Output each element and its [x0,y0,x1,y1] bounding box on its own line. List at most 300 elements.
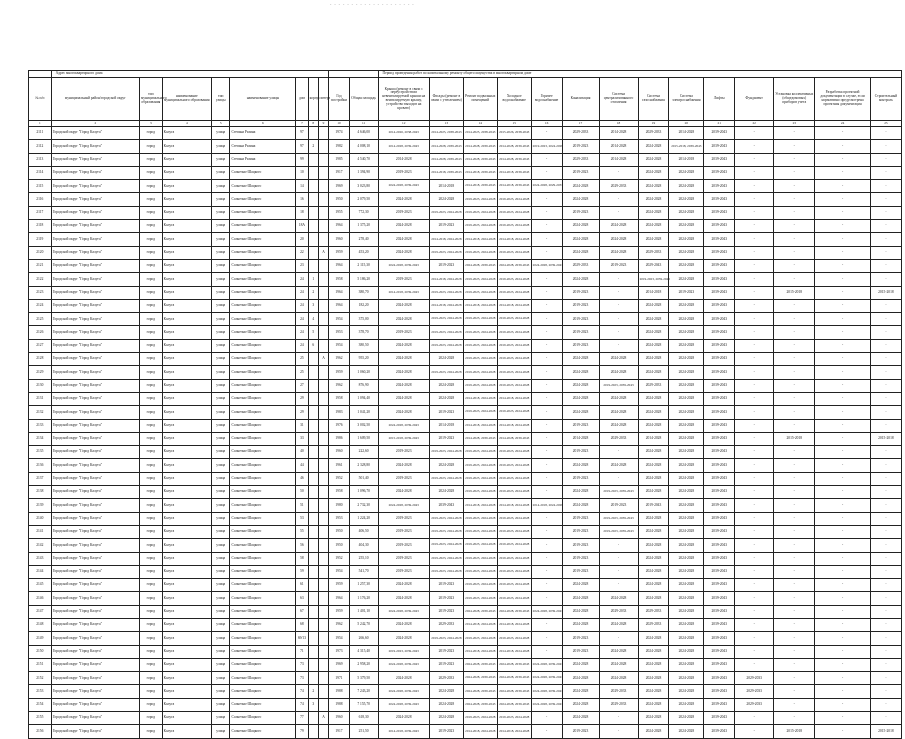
table-cell: 2039-2043 [704,313,735,326]
table-cell [308,419,318,432]
table-cell: 5 379,50 [349,672,378,685]
table-cell: 2019-2023 [562,286,599,299]
table-cell: 2024-2028 [599,233,638,246]
table-cell: 2024-2028 [429,698,463,711]
table-cell: 2014-2018, 2024-2028 [463,645,497,658]
table-cell: 2015-2018 [774,432,815,445]
table-cell: Солнечно-Шацкого [230,313,296,326]
table-cell: 1 394,90 [349,166,378,179]
column-number: 7 [296,121,308,127]
table-cell [318,592,328,605]
table-cell: - [870,459,901,472]
table-cell: - [774,406,815,419]
table-cell: Городской округ "Город Калуга" [51,725,139,738]
table-cell: 2137 [29,472,52,485]
table-cell: 2029-2033 [735,672,774,685]
table-cell: - [815,233,871,246]
table-cell: Городской округ "Город Калуга" [51,180,139,193]
table-cell: Калуга [162,499,211,512]
table-cell: 2024-2028 [638,406,669,419]
table-cell: 2039-2043 [704,406,735,419]
table-cell: - [531,286,562,299]
table-cell: - [870,193,901,206]
table-cell: 1983 [329,406,350,419]
table-cell: 2039-2043 [704,379,735,392]
table-cell: - [870,140,901,153]
table-cell [308,525,318,538]
table-cell: Солнечно-Шацкого [230,193,296,206]
table-cell: 2 [308,140,318,153]
table-cell: - [531,353,562,366]
table-cell: 2039-2043 [704,725,735,738]
table-cell: - [735,206,774,219]
table-cell: 79 [296,725,308,738]
table-cell: 2024-2028 [638,685,669,698]
table-cell: 2019-2023, 2024-2028 [429,565,463,578]
table-cell: 2019-2023, 2024-2028 [463,406,497,419]
table-cell: 2024-2028 [669,313,704,326]
table-cell [308,605,318,618]
table-cell: улица [211,432,230,445]
table-cell: - [774,472,815,485]
table-cell: - [599,286,638,299]
table-cell: улица [211,512,230,525]
table-cell: 1917 [329,166,350,179]
table-cell: - [774,366,815,379]
column-header-row [29,78,902,121]
table-cell: 2019-2023 [429,592,463,605]
table-cell: - [735,446,774,459]
table-cell: 2153 [29,685,52,698]
table-cell: 2039-2043 [704,446,735,459]
table-cell: 2039-2043 [704,366,735,379]
column-number: 19 [638,121,669,127]
table-cell: - [774,512,815,525]
table-cell: город [140,658,163,671]
table-cell: 2039-2043 [704,193,735,206]
table-cell: 2014-2018, 2039-2043 [497,166,531,179]
table-cell: - [531,645,562,658]
table-cell: - [870,166,901,179]
table-cell: 1959 [329,246,350,259]
table-cell: - [774,299,815,312]
table-cell: 2019-2023 [562,339,599,352]
table-cell: 2039-2043 [704,339,735,352]
table-row [29,339,902,352]
table-cell: - [774,180,815,193]
table-cell: Городской округ "Город Калуга" [51,353,139,366]
table-cell: Солнечно-Шацкого [230,592,296,605]
table-cell [318,259,328,272]
column-header: Год постройки [329,78,350,121]
table-cell: - [815,525,871,538]
table-cell: 1971 [329,672,350,685]
table-cell: Калуга [162,459,211,472]
table-cell: 2024-2028 [669,486,704,499]
column-header: Общая площадь [349,78,378,121]
table-cell: - [531,366,562,379]
table-cell: 2019-2023 [562,313,599,326]
table-cell: - [531,725,562,738]
table-cell: 2019-2023, 2024-2028 [497,366,531,379]
table-cell: 63 [296,592,308,605]
table-cell: 2029-2033 [735,685,774,698]
table-cell: 2151 [29,658,52,671]
table-cell: Солнечно-Шацкого [230,459,296,472]
table-cell [308,379,318,392]
column-number: 2 [51,121,139,127]
table-cell: - [870,206,901,219]
table-cell: 68 [296,618,308,631]
table-cell [318,525,328,538]
table-cell: Калуга [162,512,211,525]
table-cell: 2019-2023 [562,326,599,339]
table-cell: 2024-2028, 2039-2043 [497,658,531,671]
table-cell: 1988 [329,698,350,711]
table-cell: Солнечно-Шацкого [230,353,296,366]
table-cell: 2019-2023, 2024-2028 [531,140,562,153]
table-cell: 2024-2028, 2039-2043 [531,259,562,272]
table-cell: Калуга [162,712,211,725]
table-row [29,379,902,392]
table-cell [308,565,318,578]
table-cell: - [774,353,815,366]
table-cell: город [140,605,163,618]
table-cell: 2019-2023, 2024-2028 [429,326,463,339]
table-cell: 4 646,00 [349,127,378,140]
table-row [29,166,902,179]
table-cell: - [531,512,562,525]
table-cell: 2019-2023, 2024-2028 [463,486,497,499]
table-cell: 4 008,10 [349,140,378,153]
table-cell: 2111 [29,127,52,140]
table-cell: 2024-2028, 2039-2043 [378,419,429,432]
table-cell [318,512,328,525]
table-cell [308,353,318,366]
table-cell: - [815,512,871,525]
table-cell: 2014-2018 [429,419,463,432]
table-cell: - [870,605,901,618]
table-cell [308,220,318,233]
table-cell: - [531,246,562,259]
table-cell: 2019-2023, 2024-2028 [463,539,497,552]
table-cell: - [815,286,871,299]
table-cell: 18А [296,220,308,233]
table-cell: 2014-2018, 2024-2028 [463,299,497,312]
table-cell: Городской округ "Город Калуга" [51,419,139,432]
table-cell: Калуга [162,153,211,166]
table-cell: 1986 [329,432,350,445]
table-cell: 2019-2023, 2024-2028 [463,379,497,392]
table-row [29,725,902,738]
table-cell: 2014-2028 [599,153,638,166]
table-cell: - [531,392,562,405]
table-cell: 2019-2023, 2039-2043 [378,645,429,658]
table-cell: 1 094,40 [349,392,378,405]
table-cell: Городской округ "Город Калуга" [51,299,139,312]
table-cell: 27 [296,379,308,392]
table-cell: - [599,299,638,312]
table-cell: 2024-2028 [638,326,669,339]
period-group-header: Период проведения работ по капитальному ремонту общего имущества в многоквартирном доме [378,71,901,78]
table-cell: 2029-2033 [599,685,638,698]
table-cell: - [815,220,871,233]
table-cell: 2024-2028 [599,392,638,405]
table-cell: 2039-2043 [704,552,735,565]
table-cell: Калуга [162,339,211,352]
table-cell: - [735,525,774,538]
table-cell: 2014-2018 [638,286,669,299]
column-header: корпус [308,78,318,121]
table-cell [308,632,318,645]
table-cell: 2 328,80 [349,459,378,472]
table-cell: 2115 [29,180,52,193]
table-cell [308,153,318,166]
table-cell: 380,70 [349,286,378,299]
column-number: 24 [815,121,871,127]
table-cell [318,366,328,379]
table-cell [318,672,328,685]
table-cell: - [774,592,815,605]
table-cell: 2014-2028 [599,140,638,153]
table-cell: 2014-2018, 2024-2028 [497,392,531,405]
table-cell: Калуга [162,166,211,179]
table-cell: Калуга [162,605,211,618]
table-cell: - [870,446,901,459]
table-cell [308,658,318,671]
table-cell: 2019-2023 [562,565,599,578]
table-cell: 77 [296,712,308,725]
table-cell: 2024-2028 [669,658,704,671]
table-cell: 2024-2028 [562,220,599,233]
table-cell: 1954 [329,339,350,352]
table-cell: 2024-2028 [669,273,704,286]
table-cell [308,246,318,259]
table-cell: 2019-2023, 2024-2028 [463,273,497,286]
table-cell: 2024-2028 [638,353,669,366]
table-row [29,579,902,592]
table-cell: 2014-2028 [638,432,669,445]
table-cell: - [735,220,774,233]
table-row [29,605,902,618]
table-cell: - [870,273,901,286]
table-cell: Солнечно-Шацкого [230,486,296,499]
table-cell: 1960 [329,712,350,725]
table-cell: 2039-2043 [704,246,735,259]
table-cell: - [774,273,815,286]
table-cell: 2130 [29,379,52,392]
table-cell: 46 [296,472,308,485]
table-cell: 2039-2043 [704,512,735,525]
table-cell: - [815,339,871,352]
column-header: Фасады (ремонт в связи с утеплением) [429,78,463,121]
column-number: 23 [774,121,815,127]
table-cell: - [774,379,815,392]
table-cell: - [735,618,774,631]
table-cell: - [531,539,562,552]
table-row [29,180,902,193]
table-cell: 2019-2023 [599,259,638,272]
table-cell: 2019-2023 [562,299,599,312]
column-number: 15 [497,121,531,127]
table-cell: 2019-2023, 2039-2043 [599,512,638,525]
table-cell: 2122 [29,273,52,286]
table-cell: 1952 [329,552,350,565]
table-row [29,313,902,326]
table-cell [308,618,318,631]
table-cell: 2019-2023, 2024-2028 [497,193,531,206]
table-cell: 24 [296,326,308,339]
table-cell: 2014-2028, 2039-2043 [497,432,531,445]
table-row [29,512,902,525]
table-cell: 2144 [29,565,52,578]
table-cell: - [735,512,774,525]
table-row [29,246,902,259]
table-cell: город [140,419,163,432]
table-cell: 1969 [329,180,350,193]
table-cell: 2024-2028 [378,313,429,326]
table-cell: 2024-2028 [669,406,704,419]
table-cell: город [140,166,163,179]
table-cell: 2024-2028 [562,406,599,419]
table-cell: Солнечно-Шацкого [230,579,296,592]
table-cell: 2024-2028, 2039-2043 [497,605,531,618]
table-cell: - [531,432,562,445]
table-row [29,419,902,432]
table-cell: Городской округ "Город Калуга" [51,698,139,711]
table-cell: улица [211,326,230,339]
table-cell: Солнечно-Шацкого [230,326,296,339]
table-cell: город [140,698,163,711]
table-cell: 2039-2043 [704,459,735,472]
table-cell: - [774,220,815,233]
table-cell: - [735,273,774,286]
table-cell: 2019-2023 [378,512,429,525]
table-cell: 5 [308,326,318,339]
table-cell: 2 [308,286,318,299]
table-cell [308,392,318,405]
table-cell: Солнечно-Шацкого [230,166,296,179]
table-cell: 2024-2028 [669,725,704,738]
table-cell: - [531,419,562,432]
table-cell: 2019-2023, 2024-2028 [497,472,531,485]
table-cell: - [774,525,815,538]
table-cell: 2019-2023, 2024-2028 [497,446,531,459]
table-cell: Солнечно-Шацкого [230,539,296,552]
table-cell: - [599,313,638,326]
table-cell: 2019-2023, 2024-2028 [497,379,531,392]
table-cell: - [774,632,815,645]
table-cell: 2015-2018 [870,432,901,445]
table-cell: 2015-2026, 2038-2043 [497,127,531,140]
table-cell: улица [211,233,230,246]
table-cell: 2019-2023, 2024-2028 [463,512,497,525]
table-cell: 2024-2028 [562,273,599,286]
table-cell: 2014-2018, 2024-2028 [497,299,531,312]
table-cell [318,286,328,299]
table-cell: 2039-2043 [704,579,735,592]
table-cell: 1985 [329,153,350,166]
table-cell: - [815,618,871,631]
table-cell: город [140,220,163,233]
table-cell: Калуга [162,353,211,366]
table-cell: 2019-2023 [378,273,429,286]
table-cell: город [140,392,163,405]
table-cell [308,486,318,499]
table-cell: 1 176,20 [349,592,378,605]
table-cell: 2024-2028 [638,579,669,592]
table-cell: - [599,273,638,286]
table-cell: 2024-2028 [669,233,704,246]
table-cell: 1950 [329,539,350,552]
table-cell: 2024-2028 [378,632,429,645]
table-cell: город [140,353,163,366]
table-cell: 2019-2023, 2024-2028 [463,339,497,352]
table-cell: Солнечно-Шацкого [230,512,296,525]
table-cell: - [774,140,815,153]
table-cell: улица [211,166,230,179]
table-cell: Калуга [162,579,211,592]
table-cell: 2024-2028 [378,459,429,472]
column-header: дом [296,78,308,121]
table-cell: 2 115,30 [349,259,378,272]
table-cell: город [140,685,163,698]
table-cell: 2024-2028, 2039-2043 [531,685,562,698]
table-cell: улица [211,712,230,725]
table-cell: - [815,592,871,605]
table-cell: Калуга [162,446,211,459]
table-cell: улица [211,592,230,605]
table-cell: Городской округ "Город Калуга" [51,233,139,246]
table-cell: 1969 [329,658,350,671]
table-cell: 2019-2023, 2024-2028 [497,552,531,565]
table-cell: 2024-2028, 2039-2043 [463,658,497,671]
table-cell: 2119 [29,233,52,246]
table-cell: Городской округ "Город Калуга" [51,658,139,671]
table-cell: - [735,140,774,153]
table-cell: 2019-2023, 2024-2028 [497,592,531,605]
table-cell: 2019-2023 [378,206,429,219]
table-cell: 2039-2043 [704,472,735,485]
table-cell: 2039-2043 [704,127,735,140]
table-cell: 2024-2028 [429,353,463,366]
table-cell: 2118 [29,220,52,233]
table-cell: Солнечно-Шацкого [230,366,296,379]
table-cell: - [774,499,815,512]
table-cell: 2019-2023, 2024-2028 [497,565,531,578]
table-cell: - [531,299,562,312]
table-cell: Калуга [162,618,211,631]
table-cell: 2024-2028 [669,180,704,193]
table-cell [318,326,328,339]
table-cell: 2024-2028 [562,579,599,592]
table-cell: Калуга [162,419,211,432]
table-cell: 2019-2023, 2024-2028 [463,472,497,485]
table-cell: 2149 [29,632,52,645]
table-cell: 2024-2028, 2039-2043 [378,180,429,193]
table-cell: 1953 [329,512,350,525]
table-cell [308,472,318,485]
table-cell: 59 [296,565,308,578]
table-cell: 58 [296,552,308,565]
table-cell: - [774,618,815,631]
table-cell: Солнечно-Шацкого [230,499,296,512]
table-cell: Калуга [162,672,211,685]
table-cell: улица [211,153,230,166]
table-cell: - [870,698,901,711]
table-cell: 1974 [329,127,350,140]
table-cell [318,166,328,179]
